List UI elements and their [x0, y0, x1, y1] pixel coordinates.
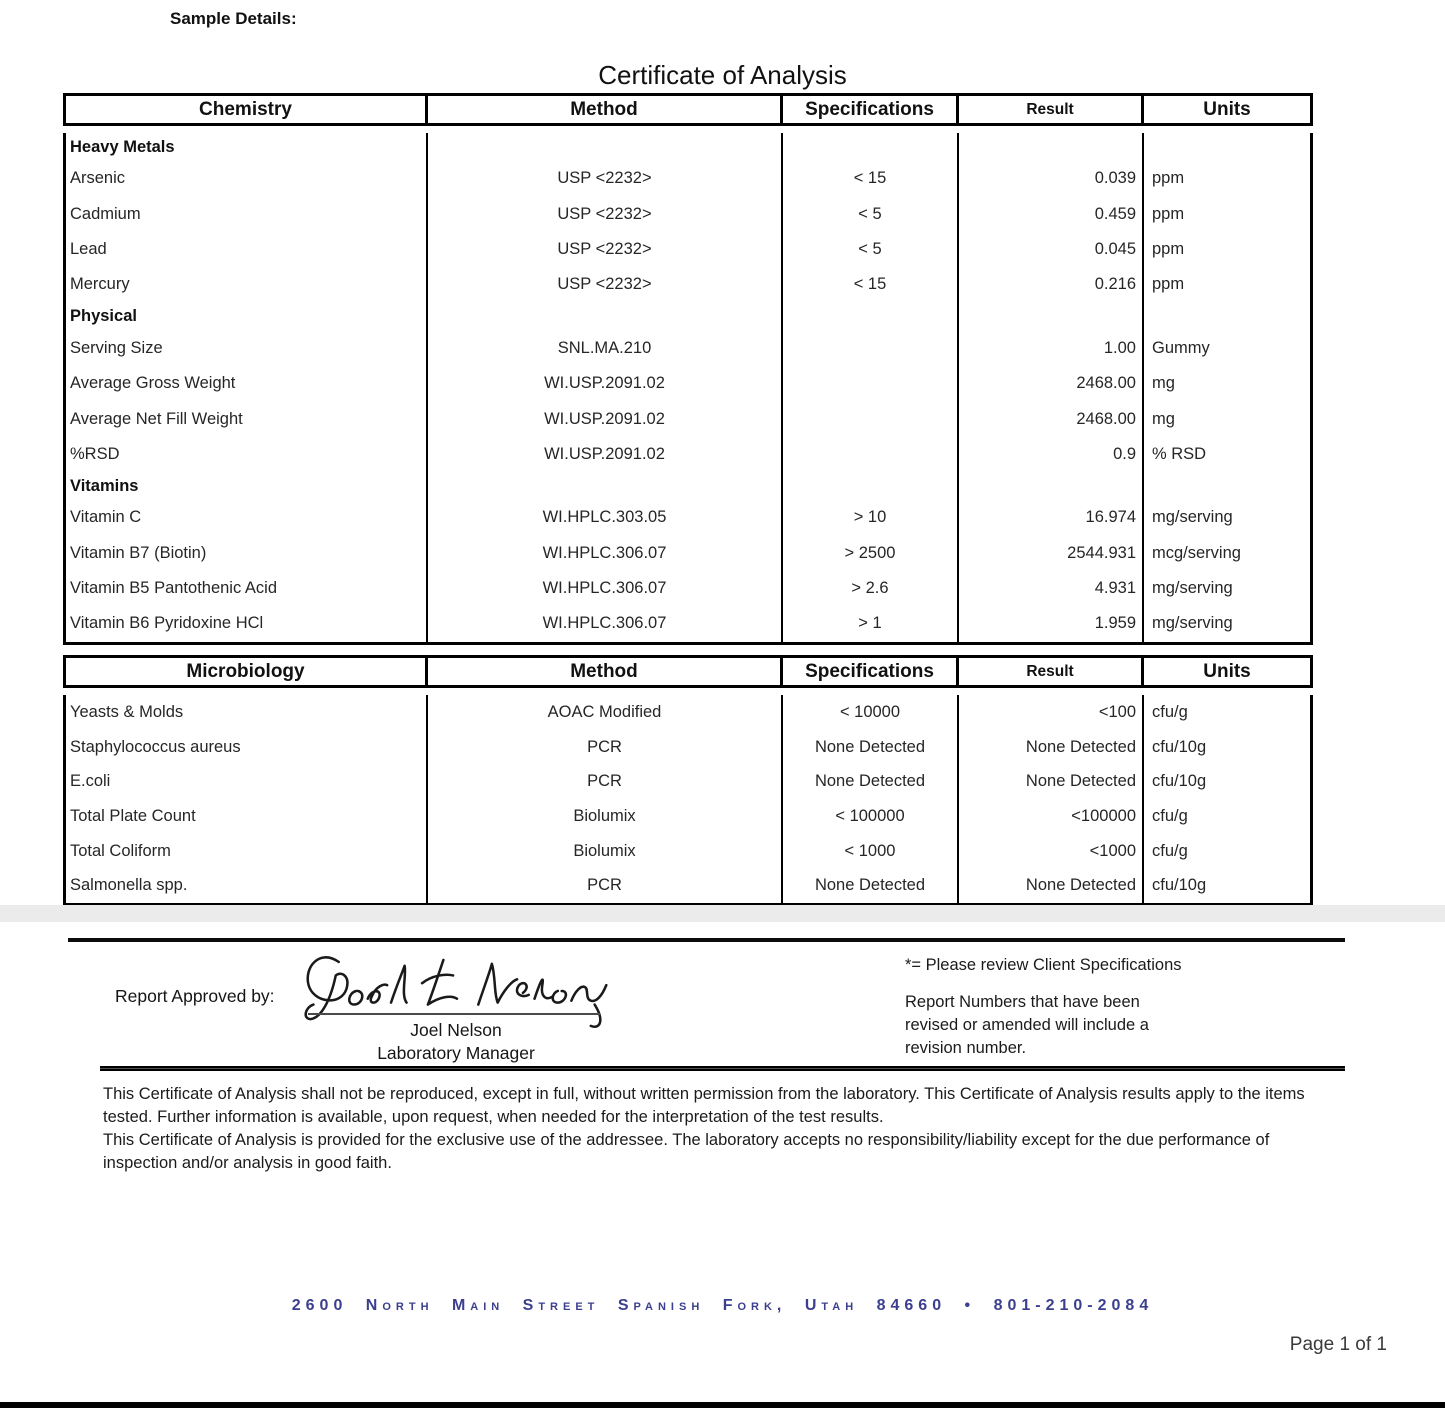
cell-units: % RSD [1152, 444, 1207, 463]
table-row [66, 196, 1310, 231]
section-row [66, 472, 1310, 500]
bottom-border-bar [0, 1402, 1445, 1408]
cell-units: mg [1152, 409, 1175, 428]
cell-method: Biolumix [428, 834, 783, 869]
chemistry-table-header-row [63, 93, 1313, 126]
column-header-result: Result [959, 658, 1144, 685]
cell-analyte: E.coli [66, 764, 428, 799]
cell-result: 0.039 [959, 161, 1144, 196]
microbiology-table-body [63, 695, 1313, 906]
cell-method: USP <2232> [428, 232, 783, 267]
column-header-specifications: Specifications [783, 96, 959, 123]
cell-analyte: Arsenic [66, 161, 428, 196]
cell-specification: < 100000 [783, 799, 959, 834]
table-row [66, 437, 1310, 472]
column-header-units: Units [1203, 660, 1251, 682]
cell-method: WI.HPLC.306.07 [428, 606, 783, 641]
empty-cell [1144, 472, 1310, 500]
cell-method: PCR [428, 730, 783, 765]
cell-result: <100000 [959, 799, 1144, 834]
microbiology-table-header-row [63, 655, 1313, 688]
empty-cell [428, 303, 783, 331]
table-row [66, 868, 1310, 903]
horizontal-rule-top [68, 938, 1345, 942]
disclaimer-paragraph-2: This Certificate of Analysis is provided for the exclusive use of the addressee. The laboratory accepts no responsibility/liability except for the due performance of inspection and/or analysis in good faith. [103, 1131, 1270, 1172]
horizontal-rule-bottom [100, 1066, 1345, 1071]
lab-address: 2600 North Main Street Spanish Fork, Utah 84660 • 801-210-2084 [291, 1297, 1154, 1314]
cell-units: ppm [1152, 204, 1185, 223]
table-row [66, 571, 1310, 606]
cell-units: cfu/g [1152, 806, 1188, 825]
cell-result: None Detected [959, 730, 1144, 765]
cell-analyte: Mercury [66, 267, 428, 302]
cell-method: USP <2232> [428, 196, 783, 231]
microbiology-table [63, 655, 1313, 906]
cell-specification: < 1000 [783, 834, 959, 869]
cell-result: 0.9 [959, 437, 1144, 472]
cell-analyte: Vitamin C [66, 500, 428, 535]
table-row [66, 161, 1310, 196]
cell-units: mg/serving [1152, 614, 1233, 633]
cell-result: 2468.00 [959, 366, 1144, 401]
column-header-units: Units [1203, 98, 1251, 120]
chemistry-table-body [63, 133, 1313, 645]
table-row [66, 331, 1310, 366]
cell-analyte: Average Gross Weight [66, 366, 428, 401]
cell-analyte: Vitamin B5 Pantothenic Acid [66, 571, 428, 606]
section-label: Heavy Metals [66, 133, 428, 161]
cell-method: PCR [428, 868, 783, 903]
cell-result: 16.974 [959, 500, 1144, 535]
cell-units: cfu/g [1152, 702, 1188, 721]
column-header-method: Method [428, 658, 783, 685]
gray-separator-band [0, 905, 1445, 922]
cell-analyte: Lead [66, 232, 428, 267]
cell-analyte: Staphylococcus aureus [66, 730, 428, 765]
cell-units: ppm [1152, 239, 1185, 258]
cell-method: SNL.MA.210 [428, 331, 783, 366]
cell-units: cfu/10g [1152, 876, 1207, 895]
cell-result: <1000 [959, 834, 1144, 869]
section-label: Vitamins [66, 472, 428, 500]
empty-cell [783, 133, 959, 161]
sample-details-label: Sample Details: [170, 9, 297, 28]
disclaimer-paragraph-1: This Certificate of Analysis shall not be reproduced, except in full, without written permission from the laboratory. This Certificate of Analysis results apply to the items tested. Further information is available, upon request, when needed for the interpretation of the test results. [103, 1085, 1305, 1126]
column-header-method: Method [428, 96, 783, 123]
table-row [66, 536, 1310, 571]
table-row [66, 500, 1310, 535]
cell-specification [783, 401, 959, 436]
cell-method: WI.USP.2091.02 [428, 401, 783, 436]
cell-result: 2544.931 [959, 536, 1144, 571]
empty-cell [959, 472, 1144, 500]
cell-analyte: Average Net Fill Weight [66, 401, 428, 436]
table-row [66, 695, 1310, 730]
cell-method: USP <2232> [428, 161, 783, 196]
cell-analyte: Vitamin B7 (Biotin) [66, 536, 428, 571]
cell-result: 4.931 [959, 571, 1144, 606]
column-header-result: Result [959, 96, 1144, 123]
cell-units: cfu/10g [1152, 772, 1207, 791]
cell-method: AOAC Modified [428, 695, 783, 730]
cell-specification: < 5 [783, 196, 959, 231]
page-number: Page 1 of 1 [1289, 1334, 1387, 1355]
section-row [66, 133, 1310, 161]
column-header-chemistry: Chemistry [66, 96, 428, 123]
cell-method: WI.HPLC.306.07 [428, 571, 783, 606]
cell-analyte: Salmonella spp. [66, 868, 428, 903]
client-specifications-note: *= Please review Client Specifications [905, 956, 1182, 974]
cell-specification: None Detected [783, 764, 959, 799]
table-row [66, 799, 1310, 834]
empty-cell [428, 472, 783, 500]
cell-analyte: Cadmium [66, 196, 428, 231]
cell-specification: None Detected [783, 868, 959, 903]
cell-method: USP <2232> [428, 267, 783, 302]
cell-analyte: Serving Size [66, 331, 428, 366]
table-row [66, 366, 1310, 401]
cell-result: <100 [959, 695, 1144, 730]
cell-method: Biolumix [428, 799, 783, 834]
column-header-specifications: Specifications [783, 658, 959, 685]
cell-units: cfu/g [1152, 841, 1188, 860]
cell-specification [783, 437, 959, 472]
empty-cell [783, 303, 959, 331]
cell-result: 1.00 [959, 331, 1144, 366]
cell-units: ppm [1152, 275, 1185, 294]
table-row [66, 267, 1310, 302]
empty-cell [959, 303, 1144, 331]
page-title: Certificate of Analysis [598, 60, 847, 90]
section-label: Physical [66, 303, 428, 331]
cell-units: Gummy [1152, 338, 1210, 357]
cell-specification: > 10 [783, 500, 959, 535]
report-approved-by-label: Report Approved by: [115, 986, 275, 1006]
cell-analyte: %RSD [66, 437, 428, 472]
cell-result: 0.045 [959, 232, 1144, 267]
cell-method: WI.USP.2091.02 [428, 366, 783, 401]
cell-result: 0.459 [959, 196, 1144, 231]
empty-cell [428, 133, 783, 161]
cell-specification: > 1 [783, 606, 959, 641]
cell-method: PCR [428, 764, 783, 799]
disclaimer-text [103, 1083, 1308, 1175]
revision-note: Report Numbers that have been revised or amended will include a revision number. [905, 993, 1149, 1057]
cell-specification: > 2500 [783, 536, 959, 571]
empty-cell [1144, 303, 1310, 331]
cell-specification [783, 366, 959, 401]
cell-units: mg/serving [1152, 508, 1233, 527]
table-row [66, 834, 1310, 869]
approver-title: Laboratory Manager [377, 1043, 535, 1063]
empty-cell [1144, 133, 1310, 161]
table-row [66, 764, 1310, 799]
column-header-microbiology: Microbiology [66, 658, 428, 685]
approver-name: Joel Nelson [410, 1020, 502, 1040]
cell-analyte: Total Plate Count [66, 799, 428, 834]
cell-specification: > 2.6 [783, 571, 959, 606]
cell-method: WI.HPLC.303.05 [428, 500, 783, 535]
section-row [66, 303, 1310, 331]
cell-analyte: Yeasts & Molds [66, 695, 428, 730]
chemistry-table [63, 93, 1313, 645]
cell-method: WI.HPLC.306.07 [428, 536, 783, 571]
table-row [66, 606, 1310, 641]
cell-method: WI.USP.2091.02 [428, 437, 783, 472]
signature-line [308, 1013, 600, 1015]
cell-result: 1.959 [959, 606, 1144, 641]
table-row [66, 401, 1310, 436]
empty-cell [783, 472, 959, 500]
empty-cell [959, 133, 1144, 161]
cell-specification: < 15 [783, 267, 959, 302]
table-row [66, 730, 1310, 765]
cell-analyte: Vitamin B6 Pyridoxine HCl [66, 606, 428, 641]
cell-units: cfu/10g [1152, 737, 1207, 756]
cell-specification: < 10000 [783, 695, 959, 730]
cell-units: mg [1152, 374, 1175, 393]
cell-specification: None Detected [783, 730, 959, 765]
cell-specification: < 15 [783, 161, 959, 196]
cell-units: mcg/serving [1152, 543, 1241, 562]
cell-result: None Detected [959, 868, 1144, 903]
cell-units: mg/serving [1152, 579, 1233, 598]
cell-result: 0.216 [959, 267, 1144, 302]
cell-specification: < 5 [783, 232, 959, 267]
cell-result: 2468.00 [959, 401, 1144, 436]
cell-specification [783, 331, 959, 366]
table-row [66, 232, 1310, 267]
cell-units: ppm [1152, 169, 1185, 188]
cell-result: None Detected [959, 764, 1144, 799]
cell-analyte: Total Coliform [66, 834, 428, 869]
